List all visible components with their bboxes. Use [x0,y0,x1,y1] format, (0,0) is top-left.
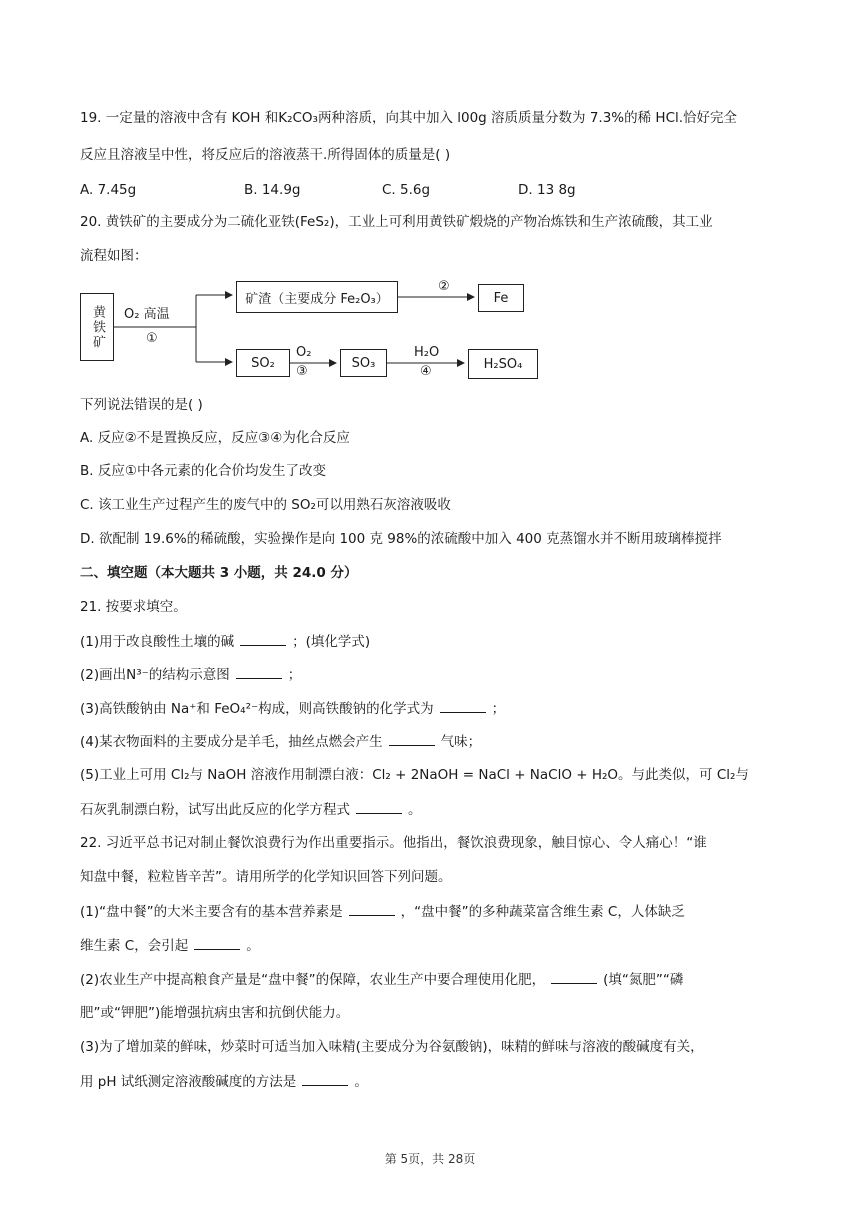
q21-part5-line1: (5)工业上可用 Cl₂与 NaOH 溶液作用制漂白液：Cl₂ + 2NaOH = NaCl + NaClO + H₂O。与此类似，可 Cl₂与 [80,767,749,783]
q22-part1-suffix: 。 [246,938,260,954]
q21-part3-text: (3)高铁酸钠由 Na⁺和 FeO₄²⁻构成，则高铁酸钠的化学式为 [80,701,434,717]
flow-slag-box: 矿渣（主要成分 Fe₂O₃） [236,281,398,313]
flow-step4-number: ④ [420,364,432,379]
answer-blank[interactable] [302,1071,348,1086]
q22-part2-cont: (填“氮肥”“磷 [603,972,684,988]
q20-option-a: A. 反应②不是置换反应，反应③④为化合反应 [80,430,350,446]
flow-step1-reagent: O₂ 高温 [124,307,170,322]
flow-so2-box: SO₂ [236,349,290,377]
section-title: 二、填空题（本大题共 3 小题，共 24.0 分） [80,565,358,581]
answer-blank[interactable] [551,969,597,984]
flow-source-label: 黄铁矿 [90,304,105,350]
flow-so3-box: SO₃ [340,349,387,377]
q21-part1-suffix: ；(填化学式) [292,634,371,650]
q21-part4-suffix: 气味； [440,734,482,750]
q22-part1-line2 [80,935,260,956]
q21-part4-text: (4)某衣物面料的主要成分是羊毛，抽丝点燃会产生 [80,734,383,750]
flow-arrows [0,0,860,400]
q21-part1-text: (1)用于改良酸性土壤的碱 [80,634,235,650]
answer-blank[interactable] [389,731,435,746]
q22-part3-line1: (3)为了增加菜的鲜味，炒菜时可适当加入味精(主要成分为谷氨酸钠)，味精的鲜味与溶液的酸碱度有关， [80,1039,704,1055]
q21-part3 [80,698,505,719]
flow-step2-number: ② [438,279,450,294]
q22-line2: 知盘中餐，粒粒皆辛苦”。请用所学的化学知识回答下列问题。 [80,869,452,885]
page-footer: 第 5页，共 28页 [384,1152,476,1166]
flow-step4-reagent: H₂O [414,345,440,360]
q22-part1-text2: 维生素 C，会引起 [80,938,189,954]
q22-part2-line2: 肥”或“钾肥”)能增强抗病虫害和抗倒伏能力。 [80,1005,350,1021]
q20-option-d: D. 欲配制 19.6%的稀硫酸，实验操作是向 100 克 98%的浓硫酸中加入 400 克蒸馏水并不断用玻璃棒搅拌 [80,531,722,547]
q22-part3-text: 用 pH 试纸测定溶液酸碱度的方法是 [80,1074,297,1090]
q21-part2-text: (2)画出N³⁻的结构示意图 [80,667,230,683]
flow-h2so4-box: H₂SO₄ [468,349,538,379]
q20-option-c: C. 该工业生产过程产生的废气中的 SO₂可以用熟石灰溶液吸收 [80,497,451,513]
q21-part5-text: 石灰乳制漂白粉，试写出此反应的化学方程式 [80,802,350,818]
q21-part4 [80,731,481,752]
answer-blank[interactable] [356,799,402,814]
answer-blank[interactable] [440,698,486,713]
q21-title: 21. 按要求填空。 [80,599,187,615]
answer-blank[interactable] [240,631,286,646]
q22-part3-line2 [80,1071,368,1092]
q19-option-a: A. 7.45g [80,182,137,198]
q21-part5-suffix: 。 [408,802,422,818]
answer-blank[interactable] [349,901,395,916]
q20-option-b: B. 反应①中各元素的化合价均发生了改变 [80,463,326,479]
q20-prompt: 下列说法错误的是( ) [80,397,203,413]
q22-part2-line1 [80,969,683,990]
q21-part1 [80,631,370,652]
q20-line2: 流程如图： [80,248,148,264]
q21-part2 [80,664,301,685]
q21-part5-line2 [80,799,422,820]
flow-step3-number: ③ [296,364,308,379]
q19-line2: 反应且溶液呈中性，将反应后的溶液蒸干.所得固体的质量是( ) [80,147,451,163]
q20-line1: 20. 黄铁矿的主要成分为二硫化亚铁(FeS₂)，工业上可利用黄铁矿煅烧的产物冶炼铁和生产浓硫酸，其工业 [80,214,713,230]
q19-option-b: B. 14.9g [244,182,301,198]
q22-part3-suffix: 。 [354,1074,368,1090]
flow-fe-box: Fe [478,284,524,312]
q22-part1-text: (1)“盘中餐”的大米主要含有的基本营养素是 [80,904,343,920]
q22-part1-line1 [80,901,685,922]
q21-part2-suffix: ； [287,667,302,683]
q19-line1: 19. 一定量的溶液中含有 KOH 和K₂CO₃两种溶质，向其中加入 l00g 溶质质量分数为 7.3%的稀 HCl.恰好完全 [80,110,738,126]
q22-line1: 22. 习近平总书记对制止餐饮浪费行为作出重要指示。他指出，餐饮浪费现象，触目惊心、令人痛心！“谁 [80,835,707,851]
q19-option-d: D. 13 8g [518,182,576,198]
answer-blank[interactable] [236,664,282,679]
q19-option-c: C. 5.6g [382,182,431,198]
q22-part2-text: (2)农业生产中提高粮食产量是“盘中餐”的保障，农业生产中要合理使用化肥， [80,972,546,988]
flow-step3-reagent: O₂ [296,345,312,360]
q21-part3-suffix: ； [491,701,506,717]
answer-blank[interactable] [194,935,240,950]
q22-part1-cont: ，“盘中餐”的多种蔬菜富含维生素 C，人体缺乏 [400,904,685,920]
flow-step1-number: ① [146,331,158,346]
